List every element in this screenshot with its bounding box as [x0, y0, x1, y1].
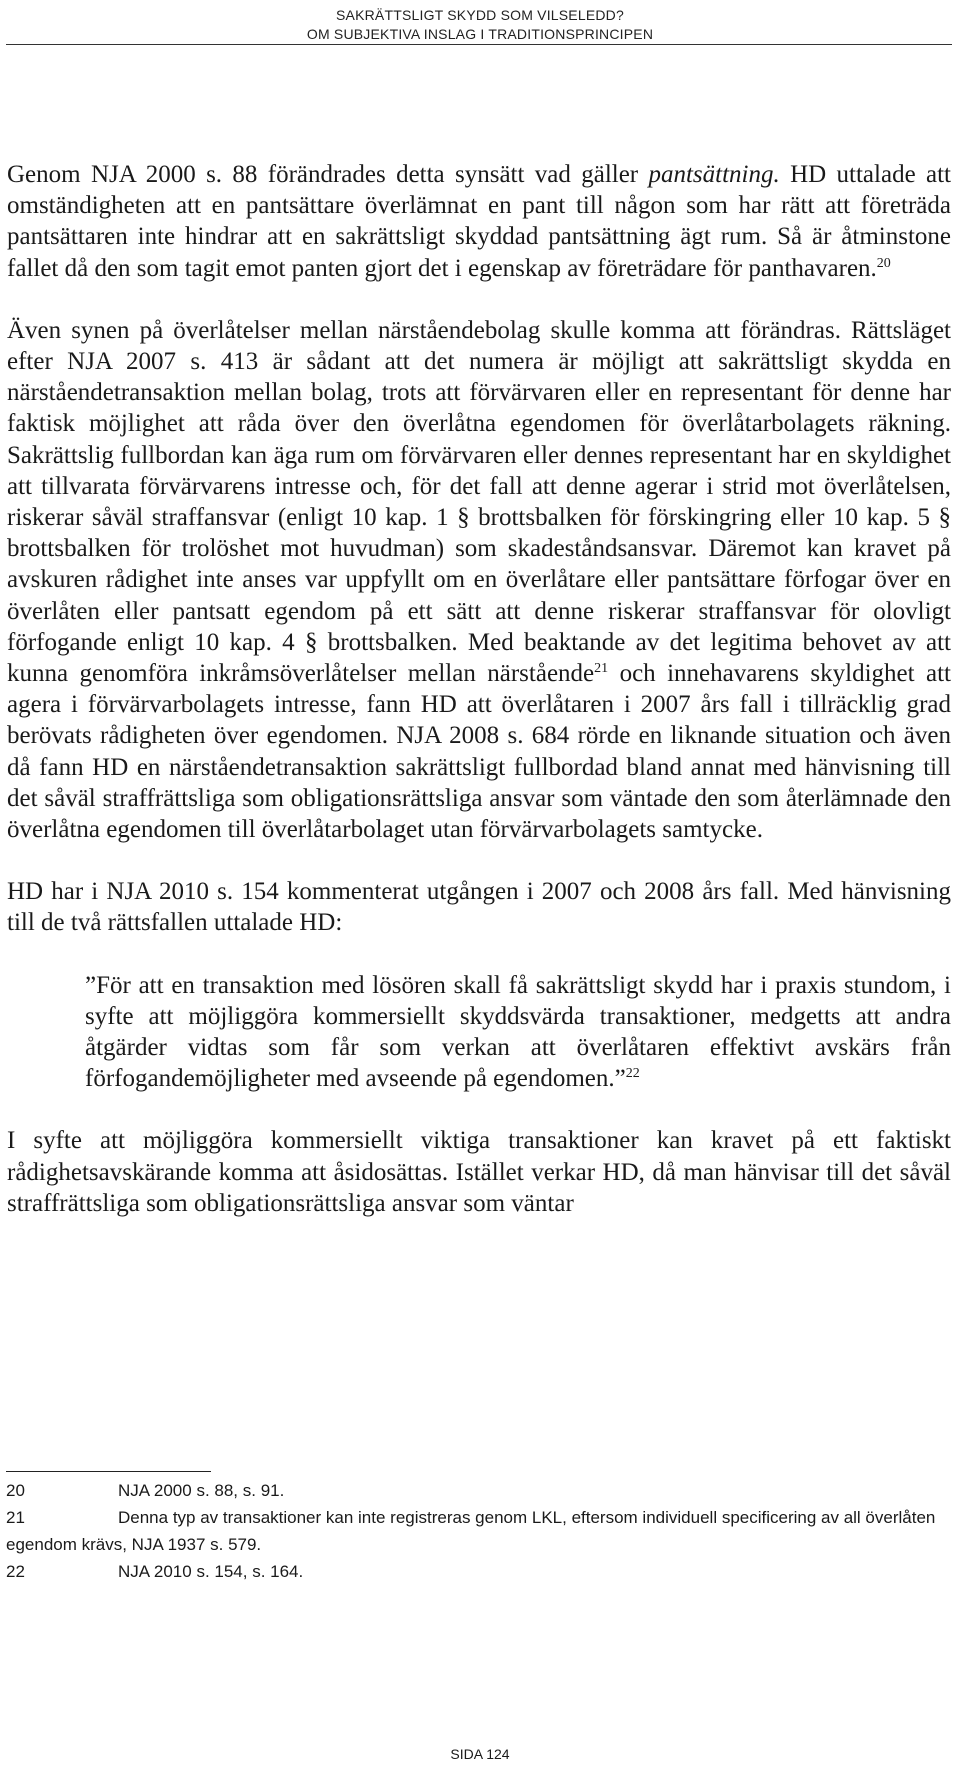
block-quote-text: ”För att en transaktion med lösören skall få sakrättsligt skydd har i praxis stundom, i syfte att möjliggöra kommersiellt skyddsvärda transaktioner, medgetts att andra åtgärder vidtas som får som verkan att överlåtaren effektivt avskärs från förfogandemöjligheter med avseende på egendomen.”: [85, 971, 951, 1093]
paragraph-1-text-cont: HD uttalade att omständigheten att en pantsättare överlämnat en pant till någon som har rätt att företräda pantsättaren inte hindrar att en sakrättsligt skyddad pantsättning ägt rum. Så är åtminstone fallet då den som tagit emot panten gjort det i egenskap av företrädare för panthavaren.: [7, 161, 951, 282]
running-header-title: SAKRÄTTSLIGT SKYDD SOM VILSELEDD?: [336, 7, 624, 23]
footnote-number: 20: [6, 1481, 25, 1500]
running-header-subtitle: OM SUBJEKTIVA INSLAG I TRADITIONSPRINCIPEN: [306, 26, 654, 42]
paragraph-1-text: Genom NJA 2000 s. 88 förändrades detta synsätt vad gäller: [7, 161, 649, 188]
paragraph-1: [7, 159, 951, 284]
body-text: [7, 159, 951, 1219]
page-number: SIDA 124: [450, 1746, 510, 1762]
footnote-text: NJA 2000 s. 88, s. 91.: [118, 1481, 285, 1500]
paragraph-2-text-cont: och innehavarens skyldighet att agera i förvärvarbolagets intresse, fann HD att överlåtaren i 2007 års fall i tillräcklig grad berövats rådigheten över egendomen. NJA 2008 s. 684 rörde en liknande situation och även då fann HD en närståendetransaktion sakrättsligt fullbordad bland annat med hänvisning till det såväl straffrättsliga som obligationsrättsliga ansvar som väntade den som återlämnade den överlåtna egendomen till överlåtarbolaget utan förvärvarbolagets samtycke.: [7, 660, 951, 844]
footnote-ref-22[interactable]: 22: [625, 1066, 640, 1082]
header-rule: [6, 44, 952, 45]
footnote-text: NJA 2010 s. 154, s. 164.: [118, 1562, 304, 1581]
footnotes: [6, 1477, 952, 1585]
footnote-number: 21: [6, 1508, 25, 1527]
paragraph-3: HD har i NJA 2010 s. 154 kommenterat utgången i 2007 och 2008 års fall. Med hänvisning till de två rättsfallen uttalade HD:: [7, 878, 951, 937]
footnote-20: [6, 1477, 952, 1504]
paragraph-2: [7, 315, 951, 845]
footnote-ref-20[interactable]: 20: [876, 255, 891, 271]
running-header: [0, 6, 960, 44]
footnote-21: [6, 1504, 952, 1558]
footnote-text: Denna typ av transaktioner kan inte registreras genom LKL, eftersom individuell specificering av all överlåten egendom krävs, NJA 1937 s. 579.: [6, 1508, 936, 1554]
paragraph-1-emphasis: pantsättning.: [648, 161, 780, 188]
paragraph-2-text: Även synen på överlåtelser mellan närståendebolag skulle komma att förändras. Rättsläget efter NJA 2007 s. 413 är sådant att det numera är möjligt att sakrättsligt skydda en närståendetransaktion mellan bolag, trots att förvärvaren eller en representant för denne har faktisk möjlighet att råda över den överlåtna egendomen för överlåtarbolagets räkning. Sakrättslig fullbordan kan äga rum om förvärvaren eller dennes representant har en skyldighet att tillvarata förvärvarens intresse och, för det fall att denne agerar i strid mot överlåtelsen, riskerar såväl straffansvar (enligt 10 kap. 1 § brottsbalken för förskingring eller 10 kap. 5 § brottsbalken för trolöshet mot huvudman) som skadeståndsansvar. Däremot kan kravet på avskuren rådighet inte anses var uppfyllt om en överlåtare eller pantsättare förfogar över en överlåten eller pantsatt egendom på ett sätt att denne riskerar straffansvar för olovligt förfogande enligt 10 kap. 4 § brottsbalken. Med beaktande av det legitima behovet av att kunna genomföra inkråmsöverlåtelser mellan närstående: [7, 316, 951, 688]
footnote-number: 22: [6, 1562, 25, 1581]
paragraph-4: I syfte att möjliggöra kommersiellt viktiga transaktioner kan kravet på ett faktiskt rådighetsavskärande komma att åsidosättas. Istället verkar HD, då man hänvisar till det såväl straffrättsliga som obligationsrättsliga ansvar som väntar: [7, 1127, 951, 1217]
footnote-ref-21[interactable]: 21: [594, 661, 609, 677]
footnote-22: [6, 1558, 952, 1585]
block-quote: [85, 970, 951, 1095]
footnote-rule: [6, 1471, 211, 1472]
